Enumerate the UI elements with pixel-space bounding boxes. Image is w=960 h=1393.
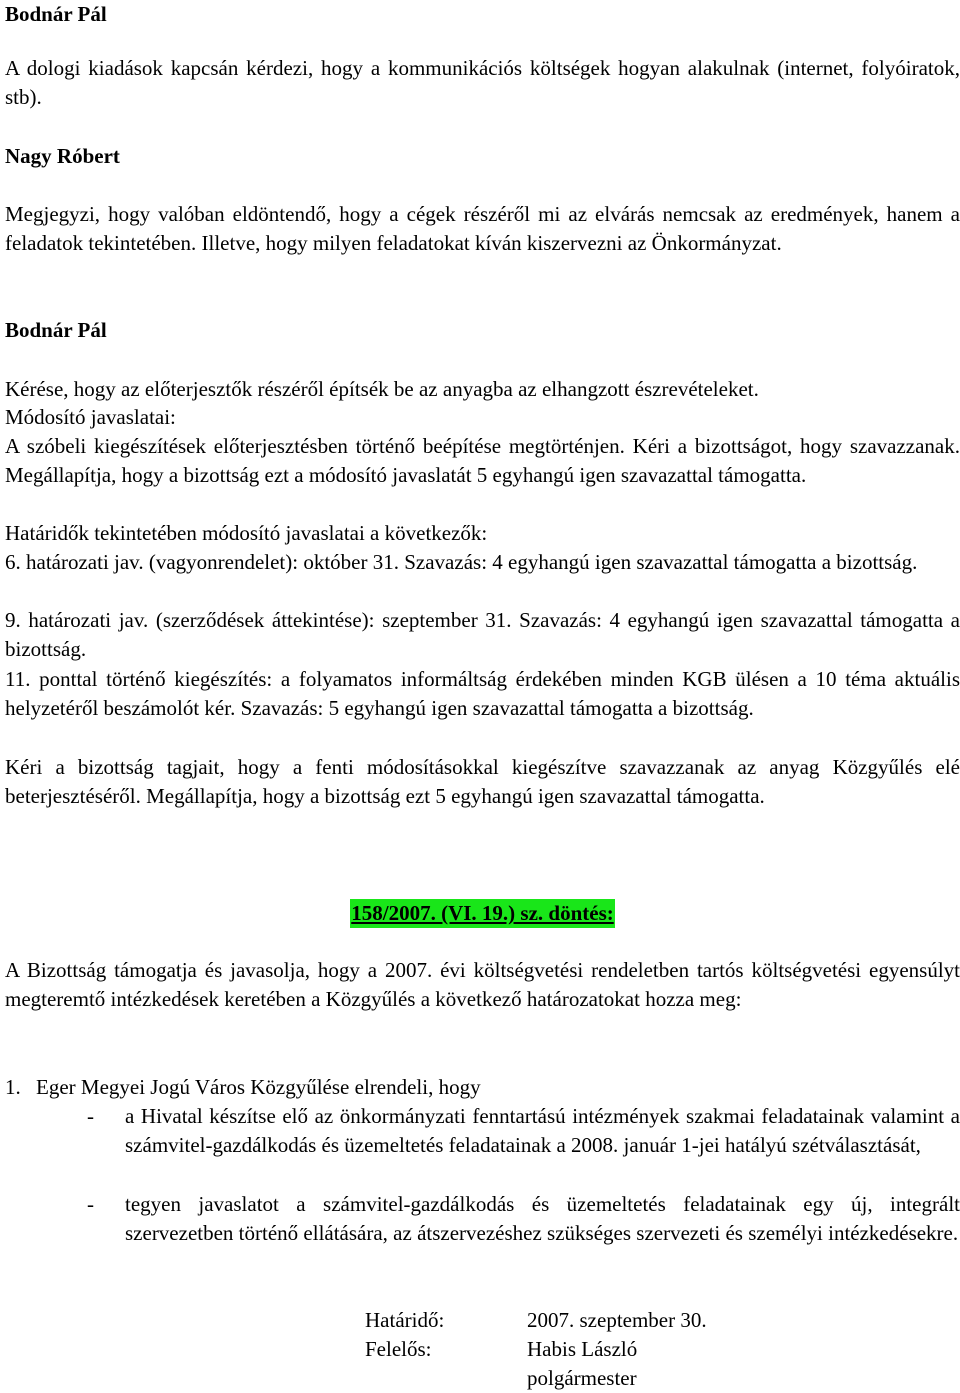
responsible-title: polgármester [527, 1366, 637, 1390]
deadline-heading: Határidők tekintetében módosító javaslatai a következők: [5, 521, 488, 545]
deadline-label: Határidő: [365, 1308, 445, 1332]
list-item: 9. határozati jav. (szerződések áttekintése): szeptember 31. Szavazás: 4 egyhangú igen szavazattal támogatta a bizottság. [5, 608, 960, 661]
bullet-item [5, 1190, 960, 1248]
bullet-item [5, 1102, 960, 1160]
bullet-text: tegyen javaslatot a számvitel-gazdálkodás és üzemeltetés feladatainak egy új, integrált szervezetben történő ellátására, az átszervezéshez szükséges szervezeti és személyi intézkedésekre. [125, 1192, 960, 1245]
deadline-value: 2007. szeptember 30. [527, 1308, 707, 1332]
speaker-name: Bodnár Pál [5, 2, 107, 26]
paragraph: A dologi kiadások kapcsán kérdezi, hogy a kommunikációs költségek hogyan alakulnak (internet, folyóiratok, stb). [5, 56, 960, 109]
paragraph: Kérése, hogy az előterjesztők részéről építsék be az anyagba az elhangzott észrevételeket. [5, 377, 759, 401]
list-item: 11. ponttal történő kiegészítés: a folyamatos informáltság érdekében minden KGB ülésen a 10 téma aktuális helyzetéről beszámolót kér. Szavazás: 5 egyhangú igen szavazattal támogatta a bizottság. [5, 667, 960, 720]
item-text: Eger Megyei Jogú Város Közgyűlése elrendeli, hogy [36, 1075, 481, 1099]
decision-intro: A Bizottság támogatja és javasolja, hogy a 2007. évi költségvetési rendeletben tartós költségvetési egyensúlyt megteremtő intézkedések keretében a Közgyűlés a következő határozatokat hozza meg: [5, 958, 960, 1011]
paragraph: Kéri a bizottság tagjait, hogy a fenti módosításokkal kiegészítve szavazzanak az anyag Közgyűlés elé beterjesztéséről. Megállapítja, hogy a bizottság ezt 5 egyhangú igen szavazattal támogatta. [5, 755, 960, 808]
decision-title-wrap [5, 899, 960, 928]
speaker-name: Bodnár Pál [5, 318, 107, 342]
bullet-text: a Hivatal készítse elő az önkormányzati fenntartású intézmények szakmai feladatainak valamint a számvitel-gazdálkodás és üzemeltetés feladatainak a 2008. január 1-jei hatályú szétválasztását, [125, 1104, 960, 1157]
dash-bullet: - [87, 1104, 94, 1128]
item-number: 1. [5, 1075, 21, 1099]
responsible-label: Felelős: [365, 1337, 432, 1361]
speaker-name: Nagy Róbert [5, 144, 120, 168]
decision-title: 158/2007. (VI. 19.) sz. döntés: [350, 899, 615, 928]
responsible-name: Habis László [527, 1337, 638, 1361]
dash-bullet: - [87, 1192, 94, 1216]
paragraph: Megjegyzi, hogy valóban eldöntendő, hogy a cégek részéről mi az elvárás nemcsak az eredmények, hanem a feladatok tekintetében. Illetve, hogy milyen feladatokat kíván kiszervezni az Önkormányzat. [5, 202, 960, 255]
paragraph: A szóbeli kiegészítések előterjesztésben történő beépítése megtörténjen. Kéri a bizottságot, hogy szavazzanak. Megállapítja, hogy a bizottság ezt a módosító javaslatát 5 egyhangú igen szavazattal támogatta. [5, 434, 960, 487]
modification-heading: Módosító javaslatai: [5, 405, 176, 429]
list-item: 6. határozati jav. (vagyonrendelet): október 31. Szavazás: 4 egyhangú igen szavazattal támogatta a bizottság. [5, 550, 918, 574]
